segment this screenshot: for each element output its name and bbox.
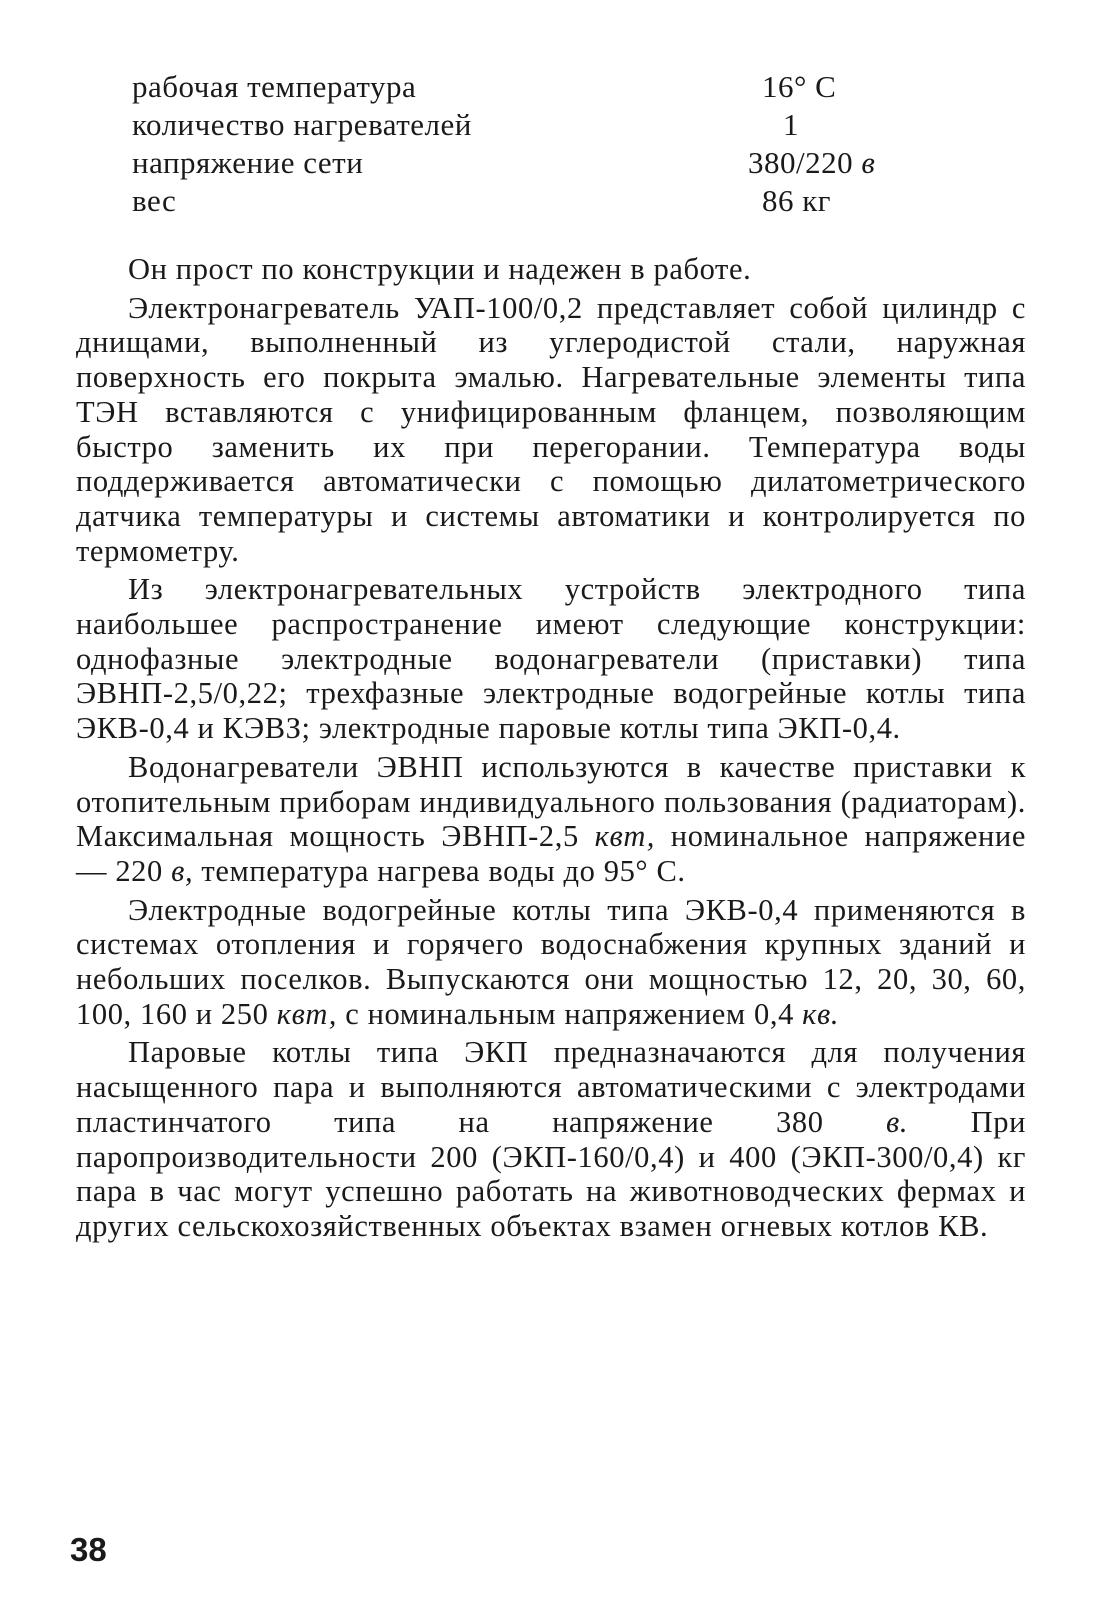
paragraph-text: Электродные водогрейные котлы типа ЭКВ-0,4 применяются в системах отопления и горячего водоснабжения крупных зданий и небольших поселков. Выпускаются они мощностью 12, 20, 30, 60, 100, 160 и 250 bbox=[76, 892, 1026, 1031]
paragraph-text: с номинальным напряжением 0,4 bbox=[337, 996, 803, 1031]
page-number: 38 bbox=[70, 1531, 107, 1568]
body-text bbox=[76, 252, 1026, 1248]
spec-value-text: 380/220 bbox=[748, 145, 854, 180]
spec-name: напряжение сети bbox=[132, 145, 364, 180]
paragraph: Он прост по конструкции и надежен в работе. bbox=[128, 252, 752, 286]
spec-row bbox=[132, 144, 912, 182]
paragraph bbox=[76, 750, 1026, 889]
unit-italic: в, bbox=[171, 853, 194, 888]
paragraph-text: Водонагреватели ЭВНП используются в качестве приставки к отопительным приборам индивидуального пользования (радиаторам). Максимальная мощность ЭВНП-2,5 bbox=[76, 749, 1026, 854]
unit-italic: кв. bbox=[802, 996, 840, 1031]
spec-row bbox=[132, 68, 912, 106]
spec-value bbox=[748, 144, 875, 182]
spec-value-text: 1 bbox=[783, 107, 799, 142]
paragraph-text: При паропроизводительности 200 (ЭКП-160/0,4) и 400 (ЭКП-300/0,4) кг пара в час могут успешно работать на животноводческих фермах и других сельскохозяйственных объектах взамен огневых котлов КВ. bbox=[76, 1104, 1027, 1243]
spec-name: количество нагревателей bbox=[132, 107, 472, 142]
spec-value: 86 кг bbox=[762, 183, 832, 218]
spec-value: 16° С bbox=[762, 69, 837, 104]
paragraph bbox=[76, 1035, 1026, 1243]
paragraph: Из электронагревательных устройств электродного типа наибольшее распространение имеют следующие конструкции: однофазные электродные водонагреватели (приставки) типа ЭВНП-2,5/0,22; трехфазные электродные водогрейные котлы типа ЭКВ-0,4 и КЭВЗ; электродные паровые котлы типа ЭКП-0,4. bbox=[76, 572, 1026, 746]
spec-name: рабочая температура bbox=[132, 69, 417, 104]
paragraph: Электронагреватель УАП-100/0,2 представляет собой цилиндр с днищами, выполненный из углеродистой стали, наружная поверхность его покрыта эмалью. Нагревательные элементы типа ТЭН вставляются с унифицированным фланцем, позволяющим быстро заменить их при перегорании. Температура воды поддерживается автоматически с помощью дилатометрического датчика температуры и системы автоматики и контролируется по термометру. bbox=[76, 290, 1026, 568]
specification-table bbox=[132, 68, 912, 220]
paragraph-text: температура нагрева воды до 95° С. bbox=[193, 853, 686, 888]
unit-italic: квт, bbox=[276, 996, 338, 1031]
unit-italic: в. bbox=[886, 1104, 909, 1139]
spec-row bbox=[132, 106, 912, 144]
unit-italic: квт, bbox=[594, 819, 655, 854]
spec-row bbox=[132, 182, 912, 220]
spec-unit: в bbox=[861, 145, 876, 180]
paragraph bbox=[76, 893, 1026, 1032]
spec-value bbox=[783, 106, 799, 144]
spec-name: вес bbox=[132, 183, 177, 218]
paragraph-text: Паровые котлы типа ЭКП предназначаются для получения насыщенного пара и выполняются автоматическими с электродами пластинчатого типа на напряжение 380 bbox=[76, 1035, 1026, 1139]
paragraph-text: номинальное напряжение — 220 bbox=[76, 819, 1026, 888]
